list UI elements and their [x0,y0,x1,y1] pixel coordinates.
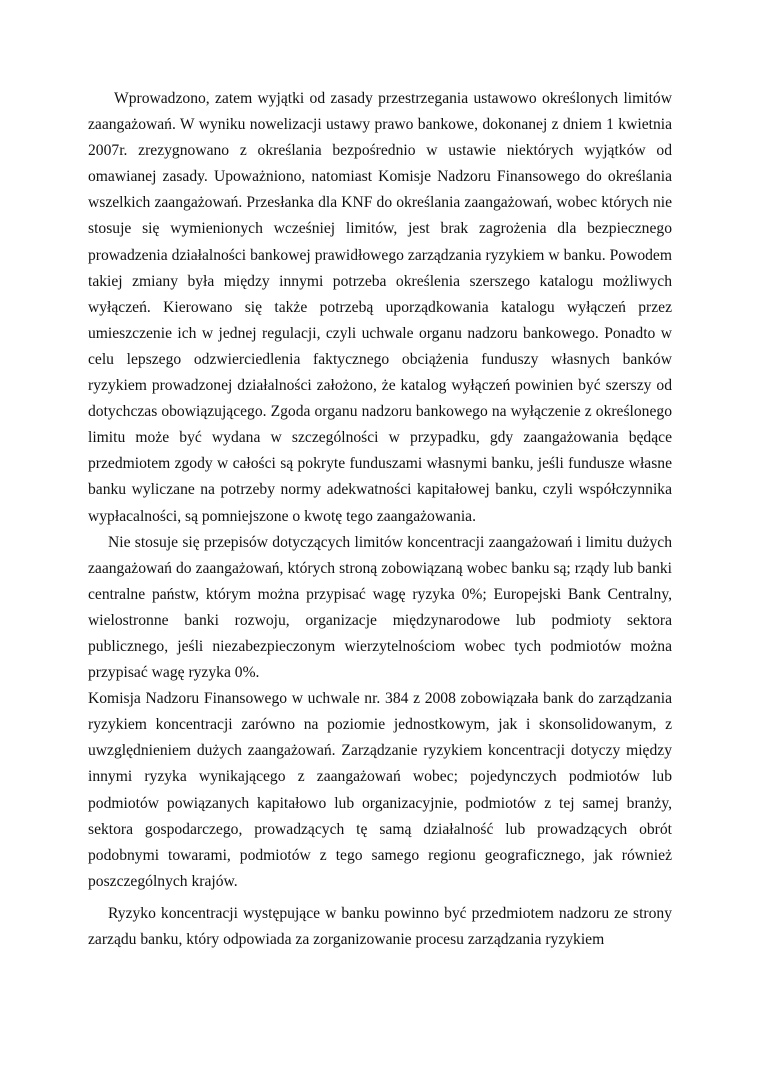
paragraph-exemptions: Nie stosuje się przepisów dotyczących limitów koncentracji zaangażowań i limitu dużych zaangażowań do zaangażowań, których stroną zobowiązaną wobec banku są; rządy lub banki centralne państw, którym można przypisać wagę ryzyka 0%; Europejski Bank Centralny, wielostronne banki rozwoju, organizacje międzynarodowe lub podmioty sektora publicznego, jeśli niezabezpieczonym wierzytelnościom wobec tych podmiotów można przypisać wagę ryzyka 0%. [88,533,672,682]
document-page [88,86,672,953]
paragraph-exceptions: Wprowadzono, zatem wyjątki od zasady przestrzegania ustawowo określonych limitów zaangażowań. W wyniku nowelizacji ustawy prawo bankowe, dokonanej z dniem 1 kwietnia 2007r. zrezygnowano z określania bezpośrednio w ustawie niektórych wyjątków od omawianej zasady. Upoważniono, natomiast Komisje Nadzoru Finansowego do określania wszelkich zaangażowań. Przesłanka dla KNF do określania zaangażowań, wobec których nie stosuje się wymienionych wcześniej limitów, jest brak zagrożenia dla bezpiecznego prowadzenia działalności bankowej prawidłowego zarządzania ryzykiem w banku. Powodem takiej zmiany była między innymi potrzeba określenia szerszego katalogu możliwych wyłączeń. Kierowano się także potrzebą uporządkowania katalogu wyłączeń przez umieszczenie ich w jednej regulacji, czyli uchwale organu nadzoru bankowego. Ponadto w celu lepszego odzwierciedlenia faktycznego obciążenia funduszy własnych banków ryzykiem prowadzonej działalności założono, że katalog wyłączeń powinien być szerszy od dotychczas obowiązującego. Zgoda organu nadzoru bankowego na wyłączenie z określonego limitu może być wydana w szczególności w przypadku, gdy zaangażowania będące przedmiotem zgody w całości są pokryte funduszami własnymi banku, jeśli fundusze własne banku wyliczane na potrzeby normy adekwatności kapitałowej banku, czyli współczynnika wypłacalności, są pomniejszone o kwotę tego zaangażowania. [88,90,672,525]
paragraph-concentration-risk: Ryzyko koncentracji występujące w banku powinno być przedmiotem nadzoru ze strony zarządu banku, który odpowiada za zorganizowanie procesu zarządzania ryzykiem [88,904,672,948]
paragraph-knf-resolution: Komisja Nadzoru Finansowego w uchwale nr. 384 z 2008 zobowiązała bank do zarządzania ryzykiem koncentracji zarówno na poziomie jednostkowym, jak i skonsolidowanym, z uwzględnieniem dużych zaangażowań. Zarządzanie ryzykiem koncentracji dotyczy między innymi ryzyka wynikającego z zaangażowań wobec; pojedynczych podmiotów lub podmiotów powiązanych kapitałowo lub organizacyjnie, podmiotów z tej samej branży, sektora gospodarczego, prowadzących tę samą działalność lub prowadzących obrót podobnymi towarami, podmiotów z tego samego regionu geograficznego, jak również poszczególnych krajów. [88,690,672,890]
